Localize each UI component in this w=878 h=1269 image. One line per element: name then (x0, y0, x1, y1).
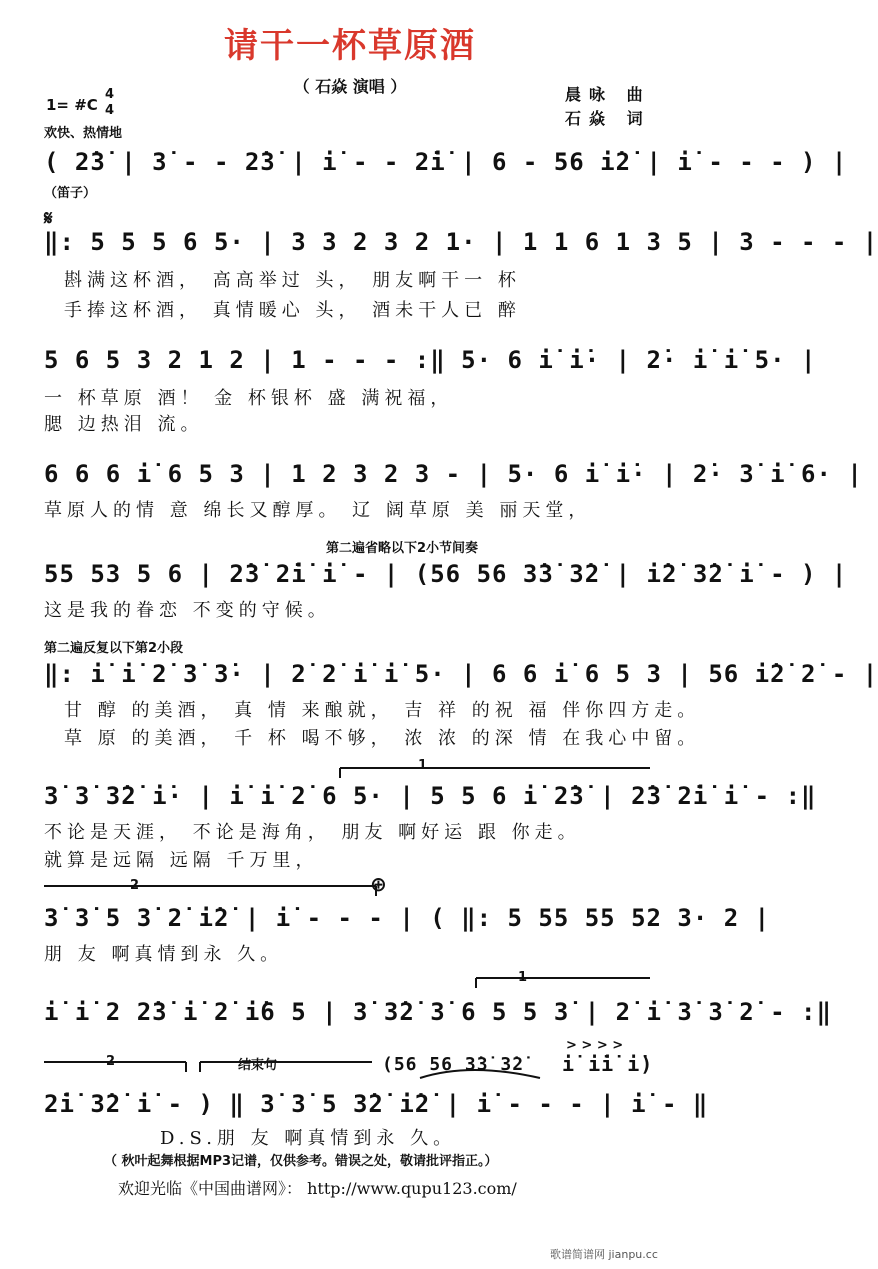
score-line-3: 5 6 5 3 2 1 2 | 1 - - - :‖ 5· 6 i̇ i̇· | 2̇· i̇ i̇ 5· | (44, 346, 817, 374)
lyric-line-5: 这是我的眷恋 不变的守候。 (44, 600, 331, 621)
lyric-line-6a: 甘 醇 的美酒， 真 情 来酿就， 吉 祥 的祝 福 伴你四方走。 (64, 700, 701, 721)
transcriber-note: （ 秋叶起舞根据MP3记谱，仅供参考。错误之处，敬请批评指正。） (104, 1154, 498, 1169)
accent-marks: > > > > (566, 1038, 624, 1053)
singer-credit: （ 石焱 演唱 ） (293, 77, 407, 96)
ending-label: 结束句 (238, 1058, 278, 1073)
repeat-note: 第二遍反复以下第2小段 (44, 641, 184, 656)
coda-sign: ⊕ (370, 872, 387, 896)
score-line-9: i̇ i̇ 2 2̇3̇ i̇ 2̇ i̇6 5 | 3̇ 3̇2̇ 3̇ 6 5 5 3̇ | 2̇ i̇ 3̇ 3̇ 2̇ - :‖ (44, 998, 832, 1026)
page-title: 请干一杯草原酒 (224, 26, 476, 66)
lyric-line-7a: 不论是天涯， 不论是海角， 朋友 啊好运 跟 你走。 (44, 822, 581, 843)
lyric-line-2a: 斟满这杯酒， 高高举过 头， 朋友啊干一 杯 (64, 270, 521, 291)
volta-1b-label: 1 (518, 970, 528, 985)
site-welcome: 欢迎光临《中国曲谱网》： http://www.qupu123.com/ (118, 1179, 517, 1198)
lyric-line-6b: 草 原 的美酒， 千 杯 喝不够， 浓 浓 的深 情 在我心中留。 (64, 728, 701, 749)
score-line-6: ‖: i̇ i̇ 2̇ 3̇ 3̇· | 2̇ 2̇ i̇ i̇ 5· | 6 6 i̇ 6 5 3 | 56 i̇2̇ 2̇ - | (44, 660, 878, 688)
lyric-line-3a: 一 杯草原 酒！ 金 杯银杯 盛 满祝福， (44, 388, 454, 409)
score-line-2: ‖: 5 5 5 6 5· | 3 3 2 3 2 1· | 1 1 6 1 3 5 | 3 - - - | (44, 228, 878, 256)
tempo-marking: 欢快、热情地 (44, 126, 123, 141)
key-signature: 1= #C (46, 96, 98, 114)
volta-2b-label: 2 (106, 1054, 116, 1069)
time-signature-top: 4 (105, 87, 115, 102)
score-line-5: 55 53 5 6 | 2̇3̇ 2̇i̇ i̇ - | (56 56 3̇3̇ 3̇2̇ | i̇2̇ 3̇2̇ i̇ - ) | (44, 560, 848, 588)
lyricist-credit: 石焱 词 (565, 109, 651, 128)
lyric-line-8: 朋 友 啊真情到永 久。 (44, 944, 284, 965)
segno-sign: 𝄋 (44, 206, 53, 230)
score-line-4: 6 6 6 i̇ 6 5 3 | 1 2 3 2 3 - | 5· 6 i̇ i̇· | 2̇· 3̇ i̇ 6· | (44, 460, 863, 488)
time-signature-bottom: 4 (105, 103, 115, 118)
ending-slur (420, 1070, 540, 1078)
lyric-line-10: D.S.朋 友 啊真情到永 久。 (160, 1128, 457, 1149)
watermark: 歌谱简谱网 jianpu.cc (550, 1248, 658, 1261)
score-line-7: 3̇ 3̇ 3̇2̇ i̇· | i̇ i̇ 2̇ 6 5· | 5 5 6 i̇ 2̇3̇ | 2̇3̇ 2̇i̇ i̇ - :‖ (44, 782, 817, 810)
ending-group: (56 56 3̇3̇ 3̇2̇ (382, 1054, 525, 1075)
instrument-note: （笛子） (44, 186, 97, 201)
score-line-10: 2̇i̇ 3̇2̇ i̇ - ) ‖ 3̇ 3̇ 5 3̇2̇ i̇2̇ | i̇ - - - | i̇ - ‖ (44, 1090, 709, 1118)
lyric-line-2b: 手捧这杯酒， 真情暖心 头， 酒未干人已 醉 (64, 300, 521, 321)
score-line-1: ( 2̇3̇ | 3̇ - - 2̇3̇ | i̇ - - 2̇i̇ | 6 - 56 i̇2̇ | i̇ - - - ) | (44, 148, 848, 176)
ending-top-notes: i̇ i̇i̇ i̇) (562, 1052, 654, 1076)
score-line-8: 3̇ 3̇ 5 3̇ 2̇ i̇2̇ | i̇ - - - | ( ‖: 5 55 55 52 3· 2 | (44, 904, 771, 932)
interlude-note: 第二遍省略以下2小节间奏 (326, 541, 479, 556)
volta-1-label: 1 (418, 758, 428, 773)
composer-credit: 晨咏 曲 (565, 85, 651, 104)
lyric-line-3b: 腮 边热泪 流。 (44, 414, 204, 435)
lyric-line-7b: 就算是远隔 远隔 千万里， (44, 850, 319, 871)
lyric-line-4: 草原人的情 意 绵长又醇厚。 辽 阔草原 美 丽天堂， (44, 500, 592, 521)
volta-2-label: 2 (130, 878, 140, 893)
